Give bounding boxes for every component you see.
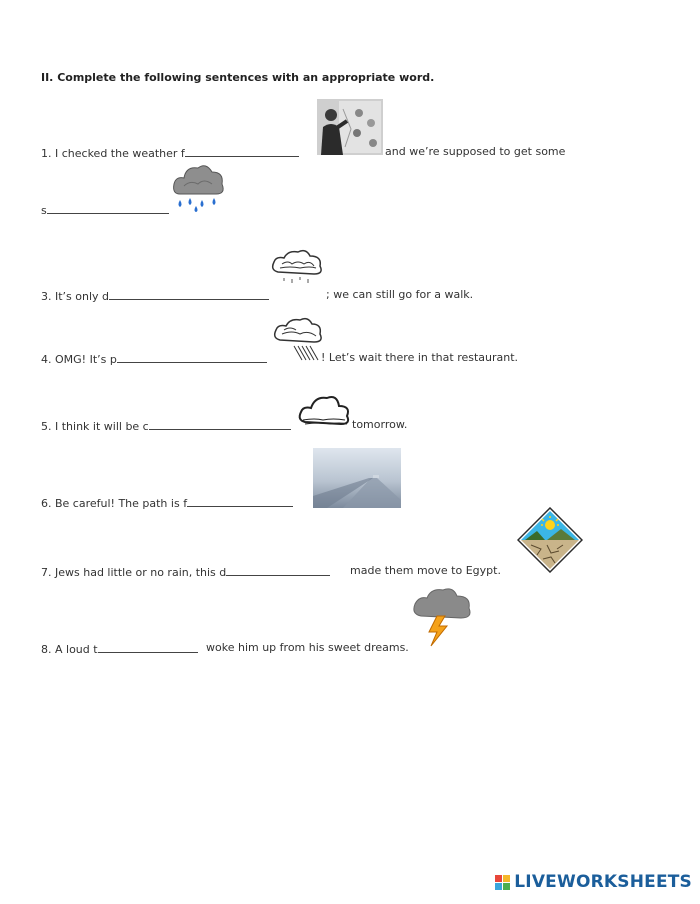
sentence-4-text: 4. OMG! It’s p — [41, 353, 117, 366]
foggy-road-image — [313, 448, 401, 508]
thunderstorm-icon — [411, 586, 475, 648]
sentence-2-text: s — [41, 204, 47, 217]
rain-cloud-icon — [170, 160, 228, 212]
sentence-1-text: 1. I checked the weather f — [41, 147, 185, 160]
sentence-2-line — [41, 202, 169, 217]
answer-blank-3[interactable] — [109, 288, 269, 300]
answer-blank-8[interactable] — [98, 641, 198, 653]
sentence-3 — [41, 288, 269, 303]
sentence-8-continued: woke him up from his sweet dreams. — [206, 641, 409, 654]
sentence-5-text: 5. I think it will be c — [41, 420, 149, 433]
sentence-7-text: 7. Jews had little or no rain, this d — [41, 566, 227, 579]
drizzle-cloud-icon — [270, 248, 326, 288]
answer-blank-6[interactable] — [187, 495, 293, 507]
cloudy-icon — [297, 394, 351, 430]
answer-blank-1[interactable] — [185, 145, 299, 157]
sentence-6-text: 6. Be careful! The path is f — [41, 497, 188, 510]
sentence-7 — [41, 564, 330, 579]
sentence-8-text: 8. A loud t — [41, 643, 98, 656]
liveworksheets-mark-icon — [495, 875, 510, 890]
exercise-heading: II. Complete the following sentences with an appropriate word. — [41, 71, 435, 84]
sentence-6 — [41, 495, 293, 510]
sentence-4-continued: ! Let’s wait there in that restaurant. — [321, 351, 519, 364]
answer-blank-2[interactable] — [47, 202, 169, 214]
sentence-3-text: 3. It’s only d — [41, 290, 110, 303]
sentence-5-continued: tomorrow. — [352, 418, 408, 431]
answer-blank-7[interactable] — [226, 564, 330, 576]
sentence-3-continued: ; we can still go for a walk. — [326, 288, 474, 301]
sentence-5 — [41, 418, 291, 433]
sentence-8 — [41, 641, 198, 656]
liveworksheets-logo[interactable] — [495, 872, 692, 892]
drought-icon — [517, 507, 583, 573]
sentence-1-continued: and we’re supposed to get some — [385, 145, 566, 158]
answer-blank-4[interactable] — [117, 351, 267, 363]
answer-blank-5[interactable] — [149, 418, 291, 430]
brand-name: LIVEWORKSHEETS — [514, 872, 692, 892]
sentence-1-line1 — [41, 145, 299, 160]
weather-forecaster-image — [317, 99, 383, 155]
sentence-4 — [41, 351, 267, 366]
sentence-7-continued: made them move to Egypt. — [350, 564, 501, 577]
heavy-rain-cloud-icon — [272, 314, 324, 364]
